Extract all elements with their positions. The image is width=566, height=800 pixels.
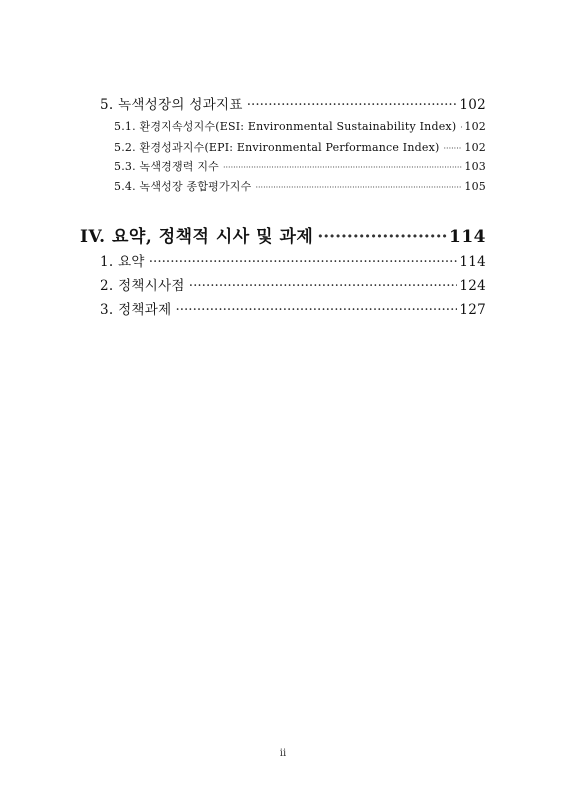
toc-page-number: 105: [464, 180, 486, 193]
page-number-footer: ii: [279, 748, 287, 759]
toc-chapter-title: IV. 요약, 정책적 시사 및 과제: [80, 227, 314, 247]
toc-page-number: 102: [464, 120, 486, 133]
toc-entry-title: 5.2. 환경성과지수(EPI: Environmental Performance Index): [114, 141, 440, 154]
toc-entry-5-2[interactable]: [114, 139, 486, 155]
toc-dot-leader: [189, 278, 458, 294]
toc-entry-title: 2. 정책시사점: [100, 278, 185, 294]
toc-page-number: 127: [459, 302, 486, 318]
toc-entry-4-1[interactable]: [100, 250, 486, 270]
toc-entry-title: 5.1. 환경지속성지수(ESI: Environmental Sustainability Index): [114, 120, 457, 133]
toc-entry-5-3[interactable]: [114, 158, 486, 174]
toc-dot-leader: [460, 120, 462, 133]
toc-dot-leader: [223, 160, 462, 173]
toc-entry-title: 5.4. 녹색성장 종합평가지수: [114, 180, 252, 193]
toc-dot-leader: [247, 97, 458, 113]
toc-page-number: 102: [459, 97, 486, 113]
toc-page-number: 114: [449, 227, 486, 247]
toc-chapter-4[interactable]: [80, 222, 486, 247]
toc-entry-5[interactable]: [100, 93, 486, 113]
toc-dot-leader: [444, 141, 463, 154]
toc-dot-leader: [149, 254, 458, 270]
toc-page-number: 114: [459, 254, 486, 270]
toc-entry-title: 5.3. 녹색경쟁력 지수: [114, 160, 219, 173]
toc-page-number: 102: [464, 141, 486, 154]
toc-entry-title: 3. 정책과제: [100, 302, 172, 318]
toc-dot-leader: [255, 180, 462, 193]
toc-entry-title: 1. 요약: [100, 254, 145, 270]
toc-entry-4-2[interactable]: [100, 274, 486, 294]
toc-dot-leader: [317, 227, 447, 247]
toc-dot-leader: [175, 302, 457, 318]
toc-entry-title: 5. 녹색성장의 성과지표: [100, 97, 243, 113]
toc-page-number: 124: [459, 278, 486, 294]
toc-entry-5-1[interactable]: [114, 118, 486, 134]
toc-page-number: 103: [464, 160, 486, 173]
toc-entry-5-4[interactable]: [114, 178, 486, 194]
toc-entry-4-3[interactable]: [100, 298, 486, 318]
